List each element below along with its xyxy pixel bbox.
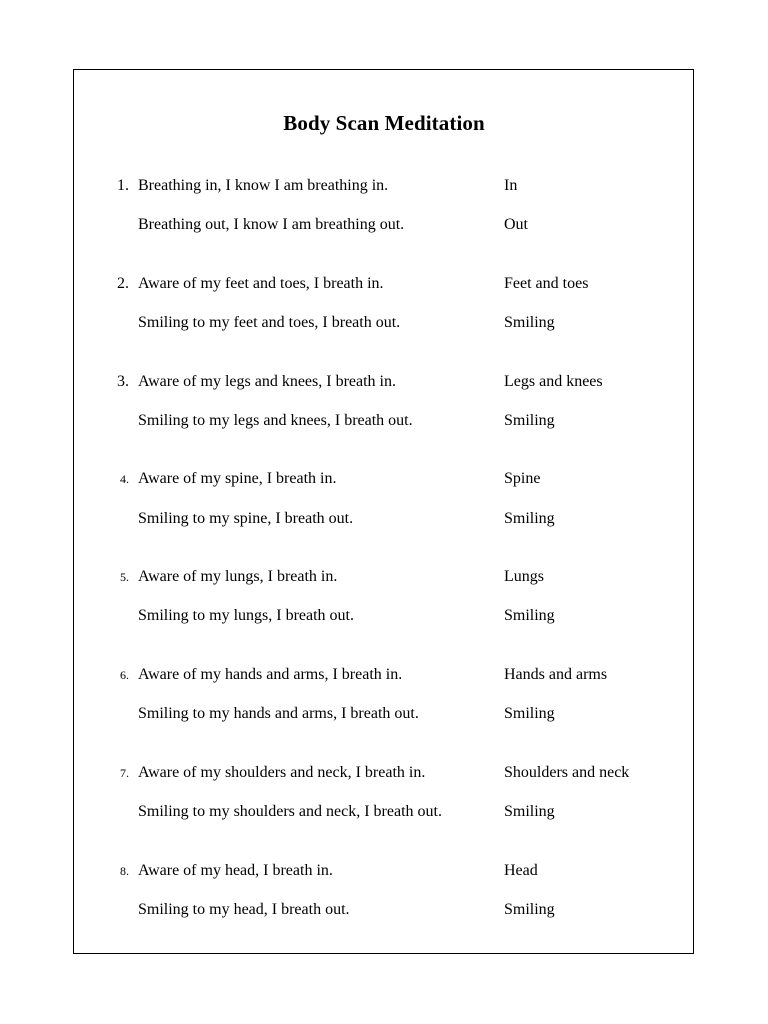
- in-breath-keyword: Feet and toes: [504, 275, 589, 292]
- in-breath-keyword: Hands and arms: [504, 666, 608, 683]
- in-breath-keyword: Legs and knees: [504, 373, 603, 390]
- list-item-6-out: [0, 704, 768, 724]
- list-item-2-out: [0, 313, 768, 333]
- list-item-4-out: [0, 509, 768, 529]
- out-breath-keyword: Out: [504, 216, 528, 233]
- list-item-1-out: [0, 215, 768, 235]
- list-item-5-in: [0, 567, 768, 587]
- in-breath-text: Aware of my legs and knees, I breath in.: [138, 373, 396, 390]
- out-breath-keyword: Smiling: [504, 901, 555, 918]
- list-item-8-out: [0, 900, 768, 920]
- in-breath-keyword: Head: [504, 862, 538, 879]
- list-item-6-in: [0, 665, 768, 685]
- in-breath-text: Aware of my head, I breath in.: [138, 862, 333, 879]
- in-breath-text: Aware of my feet and toes, I breath in.: [138, 275, 384, 292]
- list-item-3-in: [0, 372, 768, 392]
- item-number: 4.: [120, 472, 129, 486]
- out-breath-keyword: Smiling: [504, 607, 555, 624]
- item-number: 2.: [117, 275, 129, 292]
- item-number: 6.: [120, 668, 129, 682]
- out-breath-text: Smiling to my lungs, I breath out.: [138, 607, 354, 624]
- out-breath-text: Smiling to my legs and knees, I breath out.: [138, 412, 413, 429]
- out-breath-text: Smiling to my shoulders and neck, I breath out.: [138, 803, 442, 820]
- out-breath-keyword: Smiling: [504, 803, 555, 820]
- item-number: 8.: [120, 864, 129, 878]
- list-item-2-in: [0, 274, 768, 294]
- out-breath-text: Smiling to my hands and arms, I breath out.: [138, 705, 419, 722]
- in-breath-keyword: In: [504, 177, 518, 194]
- out-breath-keyword: Smiling: [504, 314, 555, 331]
- in-breath-keyword: Shoulders and neck: [504, 764, 630, 781]
- out-breath-text: Smiling to my spine, I breath out.: [138, 510, 354, 527]
- in-breath-keyword: Lungs: [504, 568, 544, 585]
- list-item-7-in: [0, 763, 768, 783]
- in-breath-text: Aware of my hands and arms, I breath in.: [138, 666, 403, 683]
- in-breath-text: Aware of my lungs, I breath in.: [138, 568, 338, 585]
- in-breath-text: Aware of my shoulders and neck, I breath in.: [138, 764, 426, 781]
- list-item-3-out: [0, 411, 768, 431]
- list-item-7-out: [0, 802, 768, 822]
- page-title: Body Scan Meditation: [283, 111, 485, 135]
- out-breath-keyword: Smiling: [504, 412, 555, 429]
- out-breath-keyword: Smiling: [504, 705, 555, 722]
- item-number: 5.: [120, 570, 129, 584]
- item-number: 1.: [117, 177, 129, 194]
- in-breath-text: Aware of my spine, I breath in.: [138, 470, 337, 487]
- list-item-1-in: [0, 176, 768, 196]
- list-item-4-in: [0, 469, 768, 489]
- out-breath-text: Smiling to my head, I breath out.: [138, 901, 350, 918]
- out-breath-text: Smiling to my feet and toes, I breath out.: [138, 314, 401, 331]
- in-breath-keyword: Spine: [504, 470, 541, 487]
- out-breath-text: Breathing out, I know I am breathing out.: [138, 216, 405, 233]
- list-item-5-out: [0, 606, 768, 626]
- in-breath-text: Breathing in, I know I am breathing in.: [138, 177, 389, 194]
- item-number: 7.: [120, 766, 129, 780]
- list-item-8-in: [0, 861, 768, 881]
- out-breath-keyword: Smiling: [504, 510, 555, 527]
- item-number: 3.: [117, 373, 129, 390]
